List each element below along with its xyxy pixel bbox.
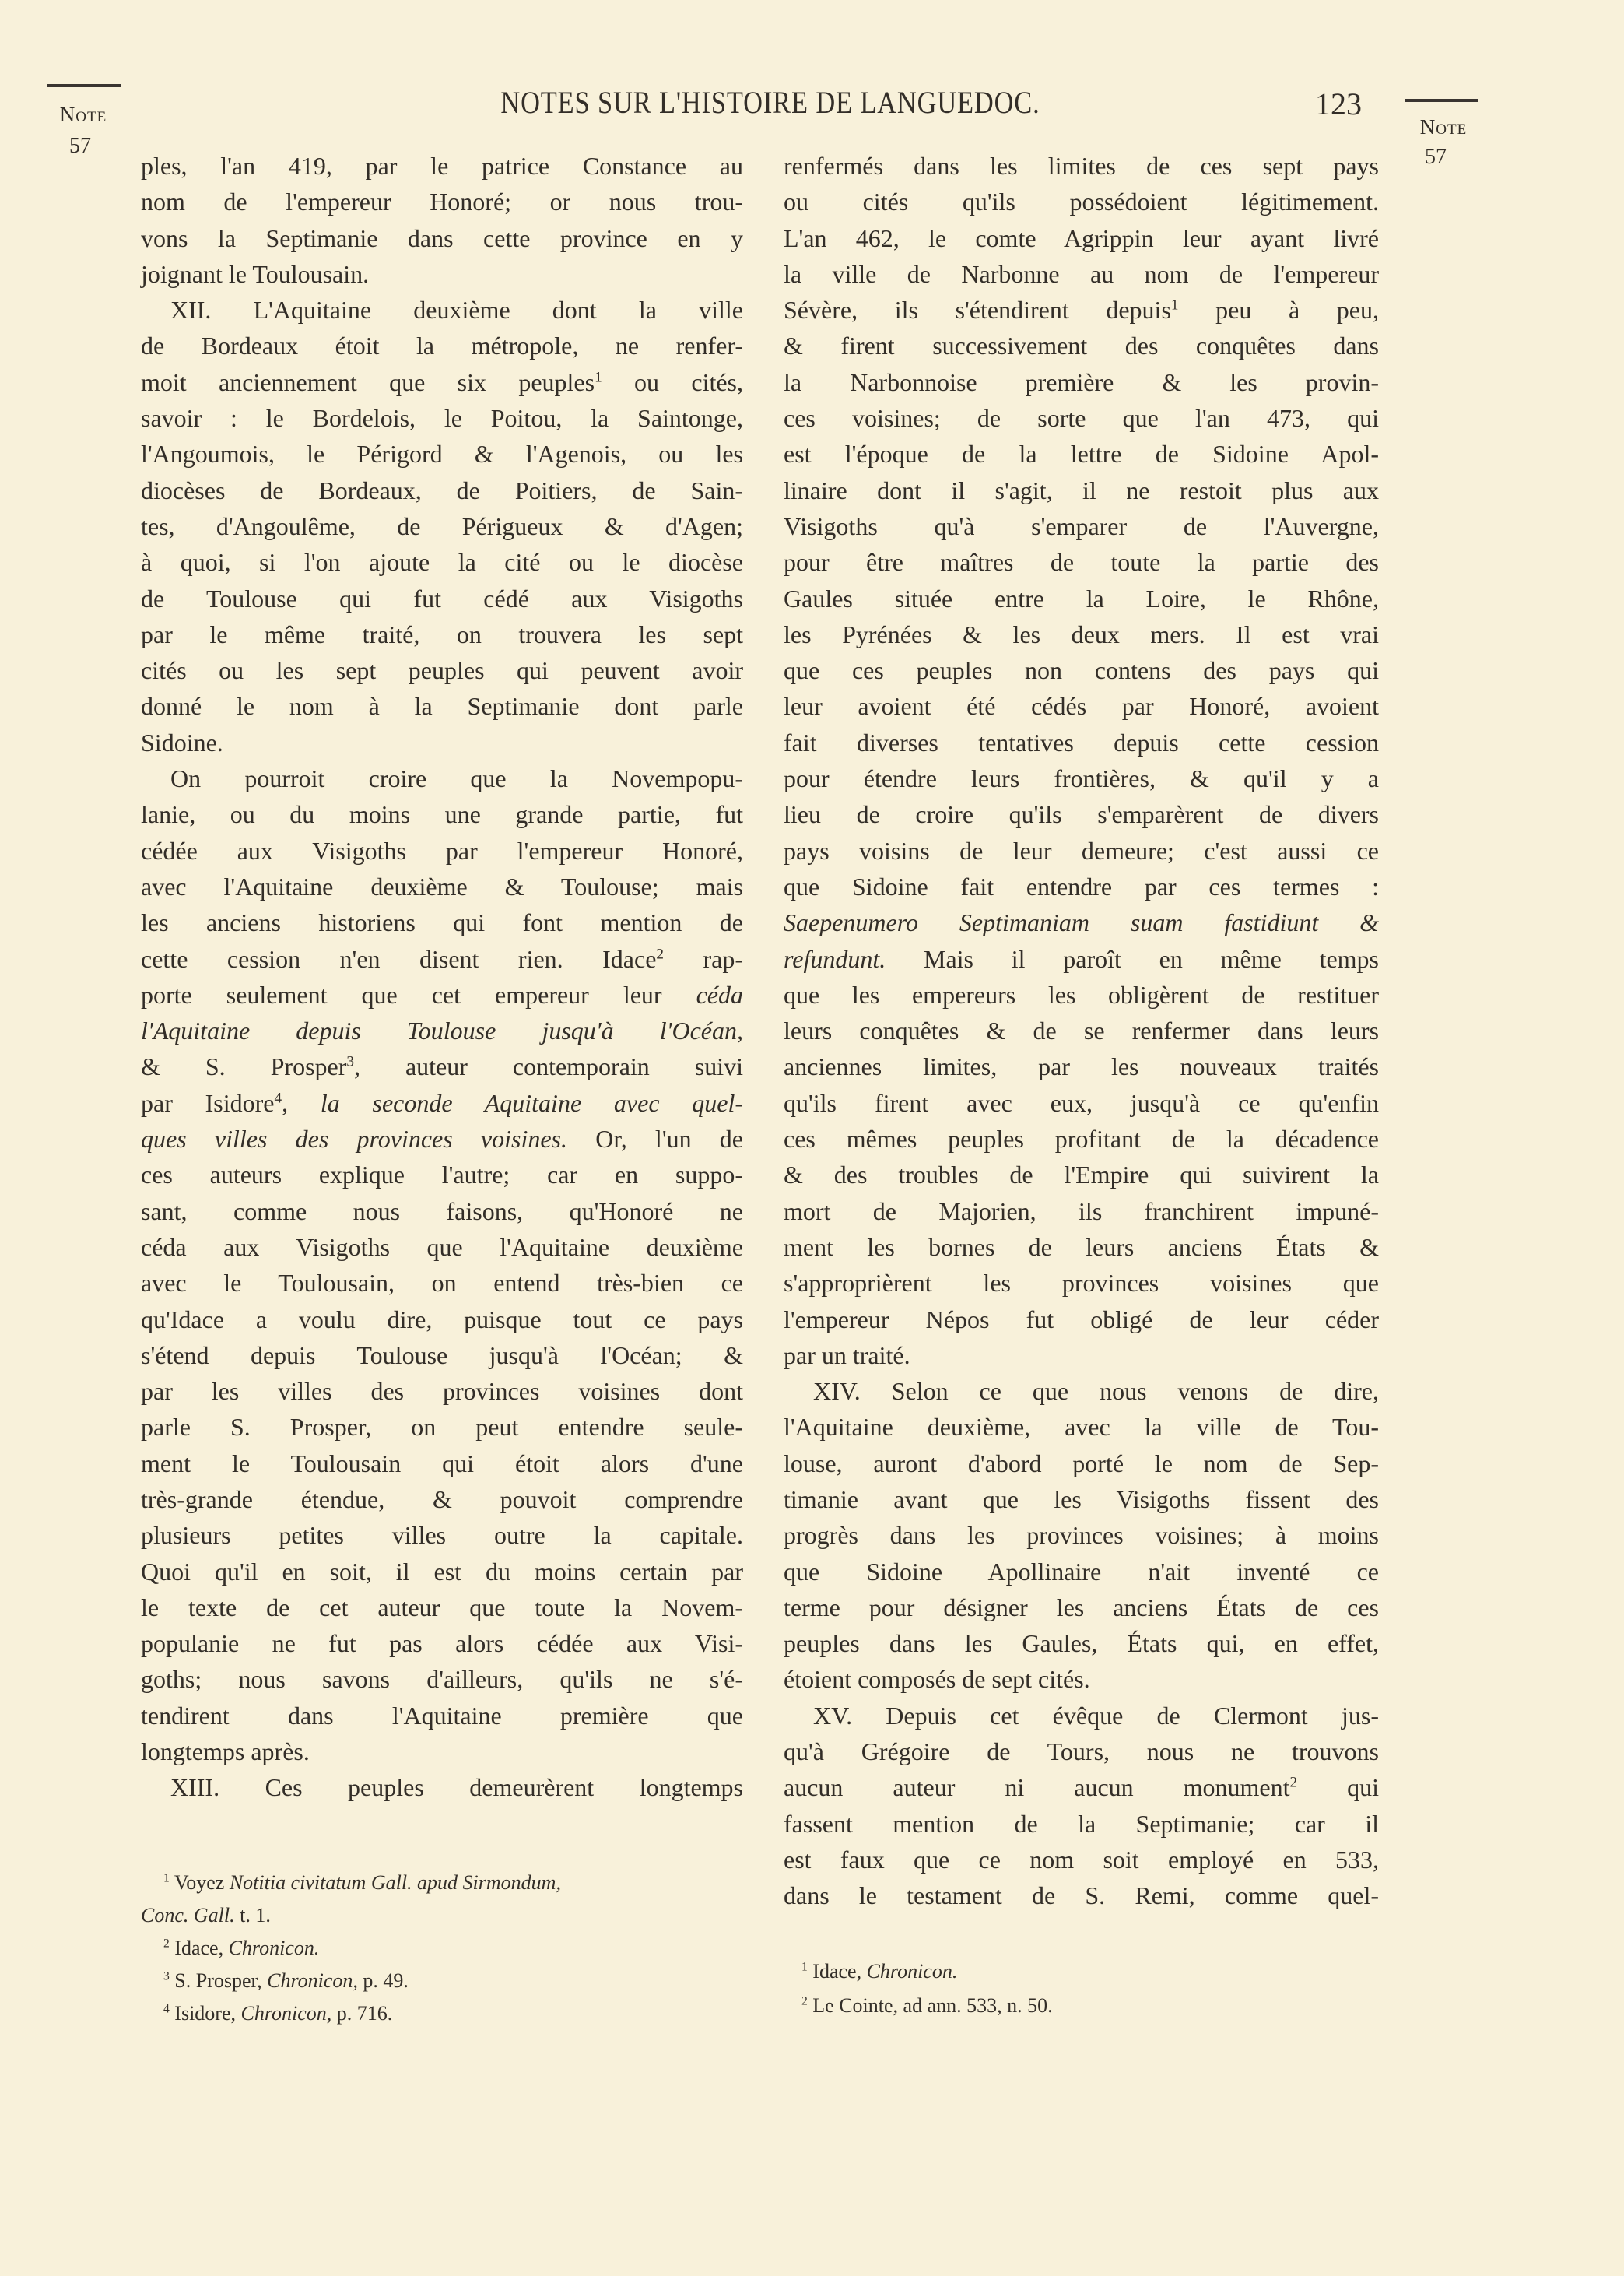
- text-run: ces voisines; de sorte que l'an 473, qui: [784, 404, 1379, 433]
- text-run: la Narbonnoise première & les provin-: [784, 367, 1379, 396]
- text-run: goths; nous savons d'ailleurs, qu'ils ne s'é-: [141, 1665, 743, 1694]
- text-line: [141, 1229, 743, 1265]
- text-run: plusieurs petites villes outre la capitale.: [141, 1521, 743, 1550]
- footnote: [141, 1899, 271, 1932]
- text-run: ces auteurs explique l'autre; car en suppo-: [141, 1161, 743, 1189]
- text-line: [784, 1589, 1379, 1625]
- italic-run: Conc. Gall.: [141, 1904, 235, 1927]
- text-line: [784, 1481, 1379, 1517]
- text-run: Isidore,: [169, 2002, 241, 2025]
- text-run: progrès dans les provinces voisines; à moins: [784, 1521, 1379, 1550]
- text-run: la ville de Narbonne au nom de l'empereur: [784, 259, 1379, 288]
- text-line: [784, 256, 1379, 292]
- text-run: qu'Idace a voulu dire, puisque tout ce pays: [141, 1305, 743, 1333]
- italic-run: Chronicon.: [866, 1960, 958, 1983]
- text-run: est faux que ce nom soit employé en 533,: [784, 1845, 1379, 1874]
- text-line: [784, 904, 1379, 940]
- text-run: tes, d'Angoulême, de Périgueux & d'Agen;: [141, 511, 743, 540]
- text-run: de Bordeaux étoit la métropole, ne renfer-: [141, 332, 743, 360]
- text-line: [141, 581, 743, 616]
- text-line: [141, 400, 743, 436]
- text-run: ,: [282, 1088, 321, 1117]
- text-line: [784, 688, 1379, 724]
- text-run: est l'époque de la lettre de Sidoine Apol-: [784, 440, 1379, 469]
- text-run: On pourroit croire que la Novempopu-: [170, 764, 743, 793]
- text-line: [141, 1373, 743, 1409]
- text-run: dans le testament de S. Remi, comme quel-: [784, 1881, 1379, 1910]
- text-run: pour être maîtres de toute la partie des: [784, 548, 1379, 577]
- text-run: leur avoient été cédés par Honoré, avoient: [784, 692, 1379, 721]
- text-run: que ces peuples non contens des pays qui: [784, 656, 1379, 685]
- text-run: XIII. Ces peuples demeurèrent longtemps: [170, 1773, 743, 1802]
- text-column-right: [784, 148, 1379, 1914]
- text-line: [141, 436, 743, 472]
- text-line: [784, 544, 1379, 580]
- text-line: [784, 1554, 1379, 1589]
- text-run: nom de l'empereur Honoré; or nous trou-: [141, 188, 743, 216]
- text-run: aucun auteur ni aucun monument: [784, 1773, 1290, 1802]
- text-run: l'Aquitaine deuxième, avec la ville de Tou-: [784, 1413, 1379, 1442]
- italic-run: ques villes des provinces voisines.: [141, 1125, 568, 1154]
- footnote: [163, 1867, 561, 1899]
- text-run: rap-: [664, 944, 744, 973]
- text-run: p. 49.: [357, 1969, 409, 1992]
- text-run: populanie ne fut pas alors cédée aux Visi-: [141, 1629, 743, 1658]
- text-run: très-grande étendue, & pouvoit comprendre: [141, 1484, 743, 1513]
- footnote: [163, 1997, 392, 2030]
- text-line: [784, 1157, 1379, 1192]
- text-run: lieu de croire qu'ils s'emparèrent de divers: [784, 800, 1379, 829]
- text-run: les Pyrénées & les deux mers. Il est vrai: [784, 620, 1379, 648]
- footnote-ref: 4: [163, 2002, 170, 2016]
- text-line: [141, 364, 743, 400]
- text-line: [141, 1085, 743, 1121]
- text-run: l'Angoumois, le Périgord & l'Agenois, ou les: [141, 440, 743, 469]
- text-line: [141, 760, 743, 796]
- text-run: peu à peu,: [1178, 296, 1380, 325]
- footnote-ref: 1: [801, 1960, 808, 1974]
- footnote-ref: 3: [163, 1969, 170, 1983]
- footnote: [163, 1932, 319, 1965]
- text-line: [784, 616, 1379, 652]
- text-run: Mais il paroît en même temps: [886, 944, 1379, 973]
- text-line: [784, 1085, 1379, 1121]
- text-run: fassent mention de la Septimanie; car il: [784, 1809, 1379, 1838]
- text-line: [784, 1517, 1379, 1553]
- text-run: que Sidoine Apollinaire n'ait inventé ce: [784, 1557, 1379, 1586]
- text-run: qui: [1297, 1773, 1380, 1802]
- text-run: ment les bornes de leurs anciens États &: [784, 1232, 1379, 1261]
- text-run: par les villes des provinces voisines dont: [141, 1377, 743, 1406]
- text-line: [141, 1193, 743, 1229]
- text-line: [141, 688, 743, 724]
- text-line: [141, 328, 743, 364]
- text-run: louse, auront d'abord porté le nom de Sep-: [784, 1449, 1379, 1477]
- text-run: donné le nom à la Septimanie dont parle: [141, 692, 743, 721]
- text-line: [141, 1625, 743, 1661]
- text-line: [141, 1661, 743, 1697]
- margin-note-number-left: 57: [69, 134, 91, 158]
- italic-run: Chronicon,: [267, 1969, 358, 1992]
- text-line: [141, 184, 743, 220]
- text-run: sant, comme nous faisons, qu'Honoré ne: [141, 1196, 743, 1225]
- italic-run: céda: [696, 980, 743, 1009]
- text-run: Or, l'un de: [567, 1125, 744, 1154]
- text-line: [784, 941, 1379, 977]
- text-line: [141, 1733, 743, 1769]
- margin-note-label-left: Note: [59, 103, 107, 126]
- text-line: [141, 220, 743, 256]
- text-line: [784, 1698, 1379, 1733]
- text-line: [784, 1373, 1379, 1409]
- text-line: [141, 1409, 743, 1445]
- text-run: ou cités qu'ils possédoient légitimement.: [784, 188, 1379, 216]
- text-run: Sévère, ils s'étendirent depuis: [784, 296, 1171, 325]
- text-line: [784, 1877, 1379, 1913]
- footnote-ref: 1: [595, 369, 602, 386]
- text-run: de Toulouse qui fut cédé aux Visigoths: [141, 584, 743, 613]
- text-run: XIV. Selon ce que nous venons de dire,: [813, 1377, 1379, 1406]
- footnote-ref: 1: [1170, 297, 1179, 314]
- text-run: par un traité.: [784, 1340, 910, 1369]
- text-run: Visigoths qu'à s'emparer de l'Auvergne,: [784, 511, 1379, 540]
- text-run: XV. Depuis cet évêque de Clermont jus-: [813, 1701, 1379, 1730]
- text-line: [784, 1733, 1379, 1769]
- text-run: s'approprièrent les provinces voisines que: [784, 1269, 1379, 1298]
- text-run: & des troubles de l'Empire qui suivirent la: [784, 1161, 1379, 1189]
- text-line: [141, 148, 743, 184]
- text-line: [784, 400, 1379, 436]
- text-line: [141, 1157, 743, 1192]
- footnote-ref: 1: [163, 1871, 170, 1885]
- italic-run: refundunt.: [784, 944, 886, 973]
- footnote-ref: 4: [274, 1090, 282, 1107]
- text-run: S. Prosper,: [169, 1969, 268, 1992]
- text-line: [784, 796, 1379, 832]
- text-run: Sidoine.: [141, 728, 223, 757]
- text-line: [784, 1229, 1379, 1265]
- text-line: [784, 1013, 1379, 1048]
- text-line: [141, 1048, 743, 1084]
- text-run: & firent successivement des conquêtes dans: [784, 332, 1379, 360]
- text-line: [784, 1193, 1379, 1229]
- text-run: à quoi, si l'on ajoute la cité ou le diocèse: [141, 548, 743, 577]
- text-run: terme pour désigner les anciens États de ces: [784, 1593, 1379, 1621]
- text-run: pays voisins de leur demeure; c'est aussi ce: [784, 836, 1379, 865]
- running-header-title: NOTES SUR L'HISTOIRE DE LANGUEDOC.: [500, 85, 1040, 120]
- text-run: que les empereurs les obligèrent de restituer: [784, 980, 1379, 1009]
- text-line: [141, 292, 743, 328]
- text-run: p. 716.: [331, 2002, 393, 2025]
- text-line: [141, 1481, 743, 1517]
- text-run: tendirent dans l'Aquitaine première que: [141, 1701, 743, 1730]
- footnote-ref: 2: [801, 1994, 808, 2008]
- footnote-ref: 2: [656, 945, 665, 962]
- text-line: [784, 833, 1379, 869]
- text-run: qu'ils firent avec eux, jusqu'à ce qu'enfin: [784, 1088, 1379, 1117]
- footnote: [163, 1965, 409, 1997]
- text-run: Le Cointe, ad ann. 533, n. 50.: [807, 1994, 1053, 2017]
- text-run: cédée aux Visigoths par l'empereur Honoré,: [141, 836, 743, 865]
- text-run: Voyez: [169, 1871, 230, 1894]
- margin-note-number-right: 57: [1425, 145, 1447, 169]
- text-run: les anciens historiens qui font mention de: [141, 908, 743, 937]
- text-line: [784, 1625, 1379, 1661]
- text-line: [784, 725, 1379, 760]
- text-line: [141, 1265, 743, 1301]
- italic-run: Chronicon,: [240, 2002, 332, 2025]
- footnote-ref: 2: [1289, 1774, 1298, 1791]
- text-run: cités ou les sept peuples qui peuvent avoir: [141, 656, 743, 685]
- text-run: Quoi qu'il en soit, il est du moins certain par: [141, 1557, 743, 1586]
- text-line: [141, 256, 743, 292]
- text-line: [784, 328, 1379, 364]
- text-line: [784, 364, 1379, 400]
- text-run: vons la Septimanie dans cette province en y: [141, 223, 743, 252]
- text-line: [141, 1121, 743, 1157]
- text-line: [141, 904, 743, 940]
- text-column-left: [141, 148, 743, 1806]
- text-run: ou cités,: [602, 367, 743, 396]
- text-run: qu'à Grégoire de Tours, nous ne trouvons: [784, 1737, 1379, 1766]
- text-line: [784, 1445, 1379, 1481]
- text-line: [784, 1769, 1379, 1805]
- text-line: [784, 581, 1379, 616]
- text-line: [784, 1301, 1379, 1337]
- text-line: [784, 148, 1379, 184]
- text-line: [784, 292, 1379, 328]
- text-run: Idace,: [807, 1960, 867, 1983]
- footnote: [801, 1990, 1053, 2022]
- text-run: linaire dont il s'agit, il ne restoit plus aux: [784, 476, 1379, 504]
- text-line: [784, 869, 1379, 904]
- margin-rule-right: [1405, 99, 1478, 102]
- text-run: savoir : le Bordelois, le Poitou, la Saintonge,: [141, 404, 743, 433]
- text-run: l'empereur Népos fut obligé de leur céder: [784, 1305, 1379, 1333]
- italic-run: Chronicon.: [228, 1937, 320, 1959]
- text-run: & S. Prosper: [141, 1052, 347, 1081]
- text-run: céda aux Visigoths que l'Aquitaine deuxième: [141, 1232, 743, 1261]
- text-run: cette cession n'en disent rien. Idace: [141, 944, 657, 973]
- text-line: [784, 508, 1379, 544]
- footnote-ref: 3: [346, 1053, 354, 1070]
- text-line: [141, 616, 743, 652]
- page-number: 123: [1315, 86, 1362, 121]
- text-run: s'étend depuis Toulouse jusqu'à l'Océan; &: [141, 1340, 743, 1369]
- margin-note-label-right: Note: [1419, 115, 1468, 139]
- text-line: [784, 1048, 1379, 1084]
- text-run: moit anciennement que six peuples: [141, 367, 595, 396]
- text-line: [141, 1698, 743, 1733]
- footnote-ref: 2: [163, 1937, 170, 1951]
- text-line: [784, 760, 1379, 796]
- text-line: [784, 1121, 1379, 1157]
- text-line: [141, 796, 743, 832]
- text-line: [141, 1517, 743, 1553]
- text-run: étoient composés de sept cités.: [784, 1665, 1090, 1694]
- text-line: [141, 1337, 743, 1373]
- text-line: [141, 1769, 743, 1805]
- text-run: diocèses de Bordeaux, de Poitiers, de Sain-: [141, 476, 743, 504]
- text-line: [784, 1661, 1379, 1697]
- text-run: avec le Toulousain, on entend très-bien ce: [141, 1269, 743, 1298]
- text-run: pour étendre leurs frontières, & qu'il y a: [784, 764, 1379, 793]
- italic-run: Saepenumero Septimaniam suam fastidiunt &: [784, 908, 1379, 937]
- text-run: ment le Toulousain qui étoit alors d'une: [141, 1449, 743, 1477]
- text-line: [784, 472, 1379, 508]
- text-run: , auteur contemporain suivi: [353, 1052, 744, 1081]
- text-run: joignant le Toulousain.: [141, 259, 370, 288]
- text-line: [784, 652, 1379, 688]
- text-line: [141, 941, 743, 977]
- text-line: [141, 869, 743, 904]
- text-run: renfermés dans les limites de ces sept pays: [784, 152, 1379, 180]
- text-line: [141, 472, 743, 508]
- text-line: [784, 977, 1379, 1013]
- italic-run: la seconde Aquitaine avec quel-: [320, 1088, 744, 1117]
- text-line: [784, 436, 1379, 472]
- text-line: [141, 977, 743, 1013]
- text-run: parle S. Prosper, on peut entendre seule-: [141, 1413, 743, 1442]
- text-line: [141, 1445, 743, 1481]
- text-run: lanie, ou du moins une grande partie, fut: [141, 800, 743, 829]
- text-line: [141, 833, 743, 869]
- text-run: porte seulement que cet empereur leur: [141, 980, 696, 1009]
- text-run: L'an 462, le comte Agrippin leur ayant livré: [784, 223, 1379, 252]
- text-run: longtemps après.: [141, 1737, 310, 1766]
- italic-run: l'Aquitaine depuis Toulouse jusqu'à l'Océan,: [141, 1017, 743, 1045]
- text-run: ces mêmes peuples profitant de la décadence: [784, 1125, 1379, 1154]
- footnote: [801, 1955, 957, 1988]
- text-line: [141, 544, 743, 580]
- text-run: XII. L'Aquitaine deuxième dont la ville: [170, 296, 743, 325]
- text-run: anciennes limites, par les nouveaux traités: [784, 1052, 1379, 1081]
- text-run: peuples dans les Gaules, États qui, en effet,: [784, 1629, 1379, 1658]
- text-line: [141, 508, 743, 544]
- text-line: [141, 1301, 743, 1337]
- text-line: [784, 1409, 1379, 1445]
- text-run: timanie avant que les Visigoths fissent des: [784, 1484, 1379, 1513]
- text-line: [141, 1554, 743, 1589]
- text-run: fait diverses tentatives depuis cette cession: [784, 728, 1379, 757]
- text-line: [784, 1265, 1379, 1301]
- text-run: leurs conquêtes & de se renfermer dans leurs: [784, 1017, 1379, 1045]
- text-line: [141, 652, 743, 688]
- text-line: [784, 1337, 1379, 1373]
- text-run: avec l'Aquitaine deuxième & Toulouse; mais: [141, 872, 743, 901]
- margin-rule-left: [47, 84, 121, 87]
- text-line: [141, 725, 743, 760]
- text-run: le texte de cet auteur que toute la Novem-: [141, 1593, 743, 1621]
- text-line: [784, 184, 1379, 220]
- text-run: Gaules située entre la Loire, le Rhône,: [784, 584, 1379, 613]
- italic-run: Notitia civitatum Gall. apud Sirmondum,: [229, 1871, 561, 1894]
- text-line: [784, 1806, 1379, 1842]
- text-run: par le même traité, on trouvera les sept: [141, 620, 743, 648]
- text-line: [141, 1589, 743, 1625]
- text-run: t. 1.: [234, 1904, 271, 1927]
- text-line: [141, 1013, 743, 1048]
- text-run: que Sidoine fait entendre par ces termes :: [784, 872, 1379, 901]
- text-run: par Isidore: [141, 1088, 275, 1117]
- text-line: [784, 220, 1379, 256]
- text-run: Idace,: [169, 1937, 229, 1959]
- text-run: mort de Majorien, ils franchirent impuné-: [784, 1196, 1379, 1225]
- text-run: ples, l'an 419, par le patrice Constance au: [141, 152, 743, 180]
- text-line: [784, 1842, 1379, 1877]
